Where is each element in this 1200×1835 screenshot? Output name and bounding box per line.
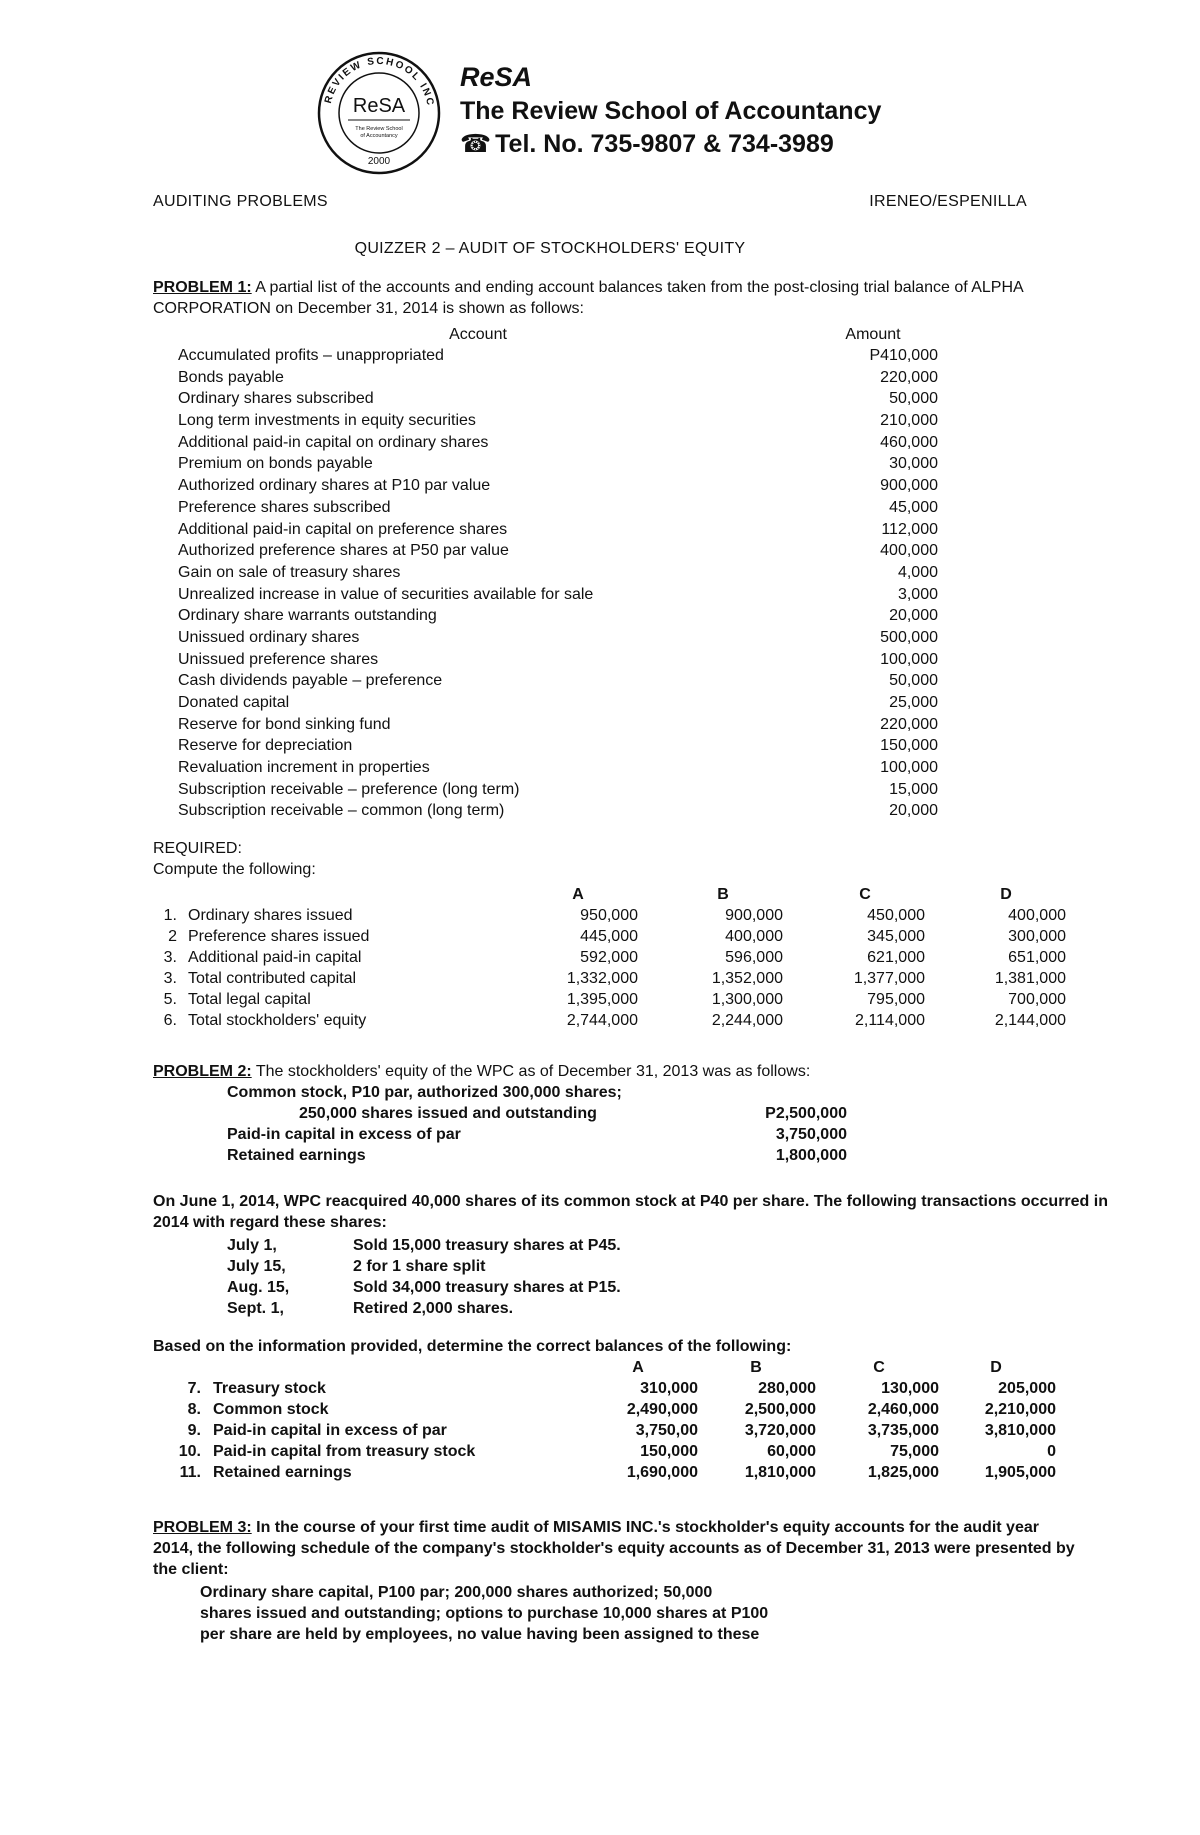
account-amount: 900,000	[880, 477, 938, 495]
question-row	[153, 1441, 1083, 1462]
question-label: Paid-in capital in excess of par	[213, 1422, 447, 1439]
question-row	[153, 905, 1083, 926]
account-list	[178, 324, 938, 822]
account-row	[178, 475, 938, 497]
choice-c: 345,000	[867, 928, 925, 945]
svg-text:ReSA: ReSA	[352, 95, 406, 117]
choice-header: B	[750, 1359, 762, 1376]
choice-header: A	[632, 1359, 644, 1376]
choice-header: C	[873, 1359, 885, 1376]
question-label: Additional paid-in capital	[188, 949, 362, 966]
choice-header-row	[153, 884, 1083, 905]
choice-b: 596,000	[725, 949, 783, 966]
account-amount: 460,000	[880, 433, 938, 451]
account-row	[178, 584, 938, 606]
account-name: Authorized ordinary shares at P10 par value	[178, 477, 491, 495]
choice-header: B	[717, 886, 729, 903]
question-row	[153, 1378, 1083, 1399]
svg-text:REVIEW SCHOOL INC: REVIEW SCHOOL INC	[322, 55, 436, 109]
account-amount: 15,000	[889, 780, 938, 798]
account-amount: 112,000	[881, 520, 938, 538]
account-name: Accumulated profits – unappropriated	[178, 347, 444, 364]
account-row	[178, 453, 938, 475]
account-name: Subscription receivable – preference (long term)	[178, 780, 520, 798]
account-name: Donated capital	[178, 694, 290, 711]
account-amount: 20,000	[889, 802, 938, 820]
choice-a: 445,000	[580, 928, 638, 945]
account-name: Unissued ordinary shares	[178, 628, 360, 646]
question-row	[153, 968, 1083, 989]
account-amount: 220,000	[880, 368, 938, 386]
equity-line2-amount: P2,500,000	[765, 1105, 847, 1122]
choice-a: 3,750,00	[635, 1422, 698, 1439]
choice-a: 2,744,000	[566, 1012, 638, 1029]
choice-a: 950,000	[580, 907, 638, 924]
problem3-body-line3: per share are held by employees, no value having been assigned to these	[200, 1626, 760, 1643]
problem2-narrative: On June 1, 2014, WPC reacquired 40,000 shares of its common stock at P40 per share. The following transactions occurred in 2014 with regard these shares:	[153, 1193, 1108, 1231]
account-row	[178, 605, 938, 627]
account-row	[178, 388, 938, 410]
choice-header: D	[1000, 886, 1012, 903]
choice-c: 130,000	[881, 1380, 939, 1397]
account-amount: 150,000	[880, 737, 938, 755]
choice-b: 280,000	[758, 1380, 816, 1397]
choice-a: 1,395,000	[566, 991, 638, 1008]
question-row	[153, 926, 1083, 947]
question-number: 7.	[187, 1380, 201, 1397]
account-name: Ordinary shares subscribed	[178, 390, 374, 408]
choice-c: 795,000	[867, 991, 925, 1008]
resa-seal-logo	[316, 50, 442, 176]
account-name: Gain on sale of treasury shares	[178, 563, 401, 581]
question-number: 10.	[178, 1443, 201, 1460]
choice-c: 450,000	[867, 907, 925, 924]
choice-header: C	[859, 886, 871, 903]
transaction-row	[227, 1277, 827, 1298]
course-title: AUDITING PROBLEMS	[153, 193, 328, 210]
question-row	[153, 1010, 1083, 1031]
choice-d: 0	[1047, 1443, 1056, 1460]
equity-line4-amount: 1,800,000	[775, 1147, 847, 1164]
choice-d: 205,000	[998, 1380, 1056, 1397]
required-label: REQUIRED:	[153, 840, 242, 857]
problem2-choices	[153, 1357, 1083, 1487]
account-amount: 400,000	[880, 542, 938, 560]
question-row	[153, 1462, 1083, 1483]
letterhead	[460, 64, 881, 157]
equity-row	[227, 1082, 847, 1103]
choice-c: 3,735,000	[867, 1422, 939, 1439]
account-name: Cash dividends payable – preference	[178, 672, 443, 690]
problem2-label: PROBLEM 2:	[153, 1063, 252, 1080]
account-amount: 30,000	[889, 455, 938, 473]
question-number: 3.	[163, 949, 177, 966]
brand-full-name: The Review School of Accountancy	[460, 97, 882, 125]
transaction-description: 2 for 1 share split	[353, 1258, 486, 1275]
problem3-label: PROBLEM 3:	[153, 1519, 252, 1536]
account-amount: 100,000	[880, 759, 938, 777]
account-name: Preference shares subscribed	[178, 498, 391, 516]
choice-c: 1,825,000	[867, 1464, 939, 1481]
required-text: Compute the following:	[153, 861, 316, 878]
choice-c: 2,114,000	[855, 1012, 925, 1029]
choice-d: 2,144,000	[994, 1012, 1066, 1029]
transaction-description: Sold 34,000 treasury shares at P15.	[353, 1279, 621, 1296]
problem1-intro	[153, 277, 1103, 319]
account-name: Additional paid-in capital on preference shares	[178, 520, 508, 538]
question-label: Preference shares issued	[188, 928, 370, 945]
question-row	[153, 1420, 1083, 1441]
svg-text:The Review School: The Review School	[355, 126, 403, 132]
question-number: 1.	[163, 907, 177, 924]
account-name: Authorized preference shares at P50 par value	[178, 542, 509, 560]
account-row	[178, 519, 938, 541]
choice-a: 310,000	[640, 1380, 698, 1397]
account-row	[178, 432, 938, 454]
authors: IRENEO/ESPENILLA	[869, 193, 1027, 210]
account-amount: 4,000	[897, 563, 938, 581]
question-number: 11.	[179, 1464, 201, 1481]
choice-d: 300,000	[1008, 928, 1066, 945]
question-number: 3.	[163, 970, 177, 987]
choice-b: 900,000	[725, 907, 783, 924]
account-row	[178, 562, 938, 584]
question-row	[153, 989, 1083, 1010]
svg-text:2000: 2000	[367, 156, 391, 167]
quizzer-title: QUIZZER 2 – AUDIT OF STOCKHOLDERS' EQUITY	[354, 240, 746, 257]
question-label: Retained earnings	[213, 1464, 352, 1481]
choice-b: 400,000	[725, 928, 783, 945]
account-amount: 20,000	[889, 607, 938, 625]
col-amount: Amount	[845, 326, 901, 343]
equity-row	[227, 1145, 847, 1166]
choice-d: 1,381,000	[994, 970, 1066, 987]
transaction-date: July 1,	[227, 1237, 277, 1254]
equity-line1: Common stock, P10 par, authorized 300,000 shares;	[227, 1084, 622, 1101]
choice-b: 1,352,000	[711, 970, 783, 987]
account-amount: P410,000	[869, 347, 938, 364]
choice-c: 75,000	[890, 1443, 939, 1460]
equity-statement	[227, 1082, 847, 1166]
choice-d: 3,810,000	[984, 1422, 1056, 1439]
account-row	[178, 410, 938, 432]
account-list-header	[178, 324, 938, 345]
account-name: Unrealized increase in value of securities available for sale	[178, 585, 594, 603]
question-label: Treasury stock	[213, 1380, 326, 1397]
account-row	[178, 367, 938, 389]
account-row	[178, 714, 938, 736]
brand-name: ReSA	[460, 62, 533, 92]
account-amount: 3,000	[897, 585, 938, 603]
problem3-body-line2: shares issued and outstanding; options to purchase 10,000 shares at P100	[200, 1605, 769, 1622]
transaction-row	[227, 1298, 827, 1319]
choice-c: 1,377,000	[853, 970, 925, 987]
account-name: Subscription receivable – common (long term)	[178, 802, 505, 820]
question-row	[153, 1399, 1083, 1420]
brand-telephone	[460, 132, 881, 157]
problem3-body-line1: Ordinary share capital, P100 par; 200,000 shares authorized; 50,000	[200, 1584, 713, 1601]
problem3-intro	[153, 1517, 1078, 1580]
choice-a: 2,490,000	[626, 1401, 698, 1418]
problem1-text: A partial list of the accounts and ending account balances taken from the post-closing trial balance of ALPHA CORPORATION on December 31, 2014 is shown as follows:	[153, 279, 1023, 317]
transaction-row	[227, 1235, 827, 1256]
choice-header-row	[153, 1357, 1083, 1378]
telephone-icon: ☎	[460, 130, 492, 158]
choice-d: 1,905,000	[984, 1464, 1056, 1481]
question-label: Total contributed capital	[188, 970, 357, 987]
question-number: 9.	[187, 1422, 201, 1439]
account-amount: 25,000	[889, 694, 938, 711]
transaction-list	[227, 1235, 827, 1319]
account-row	[178, 800, 938, 822]
transaction-date: July 15,	[227, 1258, 286, 1275]
account-name: Unissued preference shares	[178, 650, 379, 668]
choice-d: 400,000	[1008, 907, 1066, 924]
choice-a: 150,000	[640, 1443, 698, 1460]
choice-b: 2,500,000	[744, 1401, 816, 1418]
account-name: Additional paid-in capital on ordinary shares	[178, 433, 489, 451]
equity-line2: 250,000 shares issued and outstanding	[299, 1105, 597, 1122]
transaction-row	[227, 1256, 827, 1277]
problem1-label: PROBLEM 1:	[153, 279, 252, 296]
question-label: Paid-in capital from treasury stock	[213, 1443, 476, 1460]
choice-a: 592,000	[580, 949, 638, 966]
account-amount: 50,000	[889, 672, 938, 690]
account-row	[178, 735, 938, 757]
problem3-text: In the course of your first time audit of MISAMIS INC.'s stockholder's equity accounts for the audit year 2014, the following schedule of the company's stockholder's equity accounts as of December 31, 2013 were presented by the client:	[153, 1519, 1075, 1578]
choice-a: 1,332,000	[566, 970, 638, 987]
equity-row	[227, 1103, 847, 1124]
choice-b: 60,000	[767, 1443, 816, 1460]
choice-c: 2,460,000	[867, 1401, 939, 1418]
choice-header: A	[572, 886, 584, 903]
account-name: Bonds payable	[178, 368, 284, 386]
equity-line4: Retained earnings	[227, 1147, 366, 1164]
choice-a: 1,690,000	[626, 1464, 698, 1481]
choice-b: 1,810,000	[744, 1464, 816, 1481]
transaction-date: Sept. 1,	[227, 1300, 284, 1317]
problem1-choices	[153, 884, 1083, 1034]
svg-text:of Accountancy: of Accountancy	[360, 133, 398, 139]
transaction-date: Aug. 15,	[227, 1279, 290, 1296]
account-amount: 45,000	[889, 498, 938, 516]
choice-d: 651,000	[1008, 949, 1066, 966]
choice-header: D	[990, 1359, 1002, 1376]
account-row	[178, 627, 938, 649]
question-number: 2	[168, 928, 177, 945]
choice-b: 3,720,000	[744, 1422, 816, 1439]
account-name: Premium on bonds payable	[178, 455, 373, 473]
transaction-description: Retired 2,000 shares.	[353, 1300, 514, 1317]
account-amount: 220,000	[880, 715, 938, 733]
account-amount: 500,000	[880, 628, 938, 646]
account-name: Reserve for depreciation	[178, 737, 353, 755]
choice-b: 1,300,000	[711, 991, 783, 1008]
choice-d: 700,000	[1008, 991, 1066, 1008]
choice-c: 621,000	[867, 949, 925, 966]
question-number: 5.	[163, 991, 177, 1008]
question-row	[153, 947, 1083, 968]
account-name: Long term investments in equity securities	[178, 412, 476, 430]
account-name: Reserve for bond sinking fund	[178, 715, 391, 733]
equity-row	[227, 1124, 847, 1145]
choice-b: 2,244,000	[711, 1012, 783, 1029]
account-amount: 100,000	[880, 650, 938, 668]
account-row	[178, 779, 938, 801]
question-label: Common stock	[213, 1401, 329, 1418]
account-name: Ordinary share warrants outstanding	[178, 607, 437, 625]
question-label: Total legal capital	[188, 991, 311, 1008]
account-row	[178, 649, 938, 671]
question-number: 8.	[187, 1401, 201, 1418]
account-row	[178, 497, 938, 519]
problem2-text: The stockholders' equity of the WPC as of December 31, 2013 was as follows:	[255, 1063, 811, 1080]
account-amount: 50,000	[889, 390, 938, 408]
equity-line3-amount: 3,750,000	[775, 1126, 847, 1143]
account-row	[178, 345, 938, 367]
choice-d: 2,210,000	[984, 1401, 1056, 1418]
account-row	[178, 757, 938, 779]
question-number: 6.	[163, 1012, 177, 1029]
account-row	[178, 540, 938, 562]
account-name: Revaluation increment in properties	[178, 759, 430, 777]
account-amount: 210,000	[880, 412, 938, 430]
problem2-instruction: Based on the information provided, determine the correct balances of the following:	[153, 1338, 792, 1355]
question-label: Ordinary shares issued	[188, 907, 353, 924]
telephone-numbers: Tel. No. 735-9807 & 734-3989	[495, 130, 834, 158]
transaction-description: Sold 15,000 treasury shares at P45.	[353, 1237, 621, 1254]
col-account: Account	[449, 326, 507, 343]
equity-line3: Paid-in capital in excess of par	[227, 1126, 461, 1143]
account-row	[178, 692, 938, 714]
problem2-intro	[153, 1061, 1113, 1082]
account-row	[178, 670, 938, 692]
question-label: Total stockholders' equity	[188, 1012, 367, 1029]
